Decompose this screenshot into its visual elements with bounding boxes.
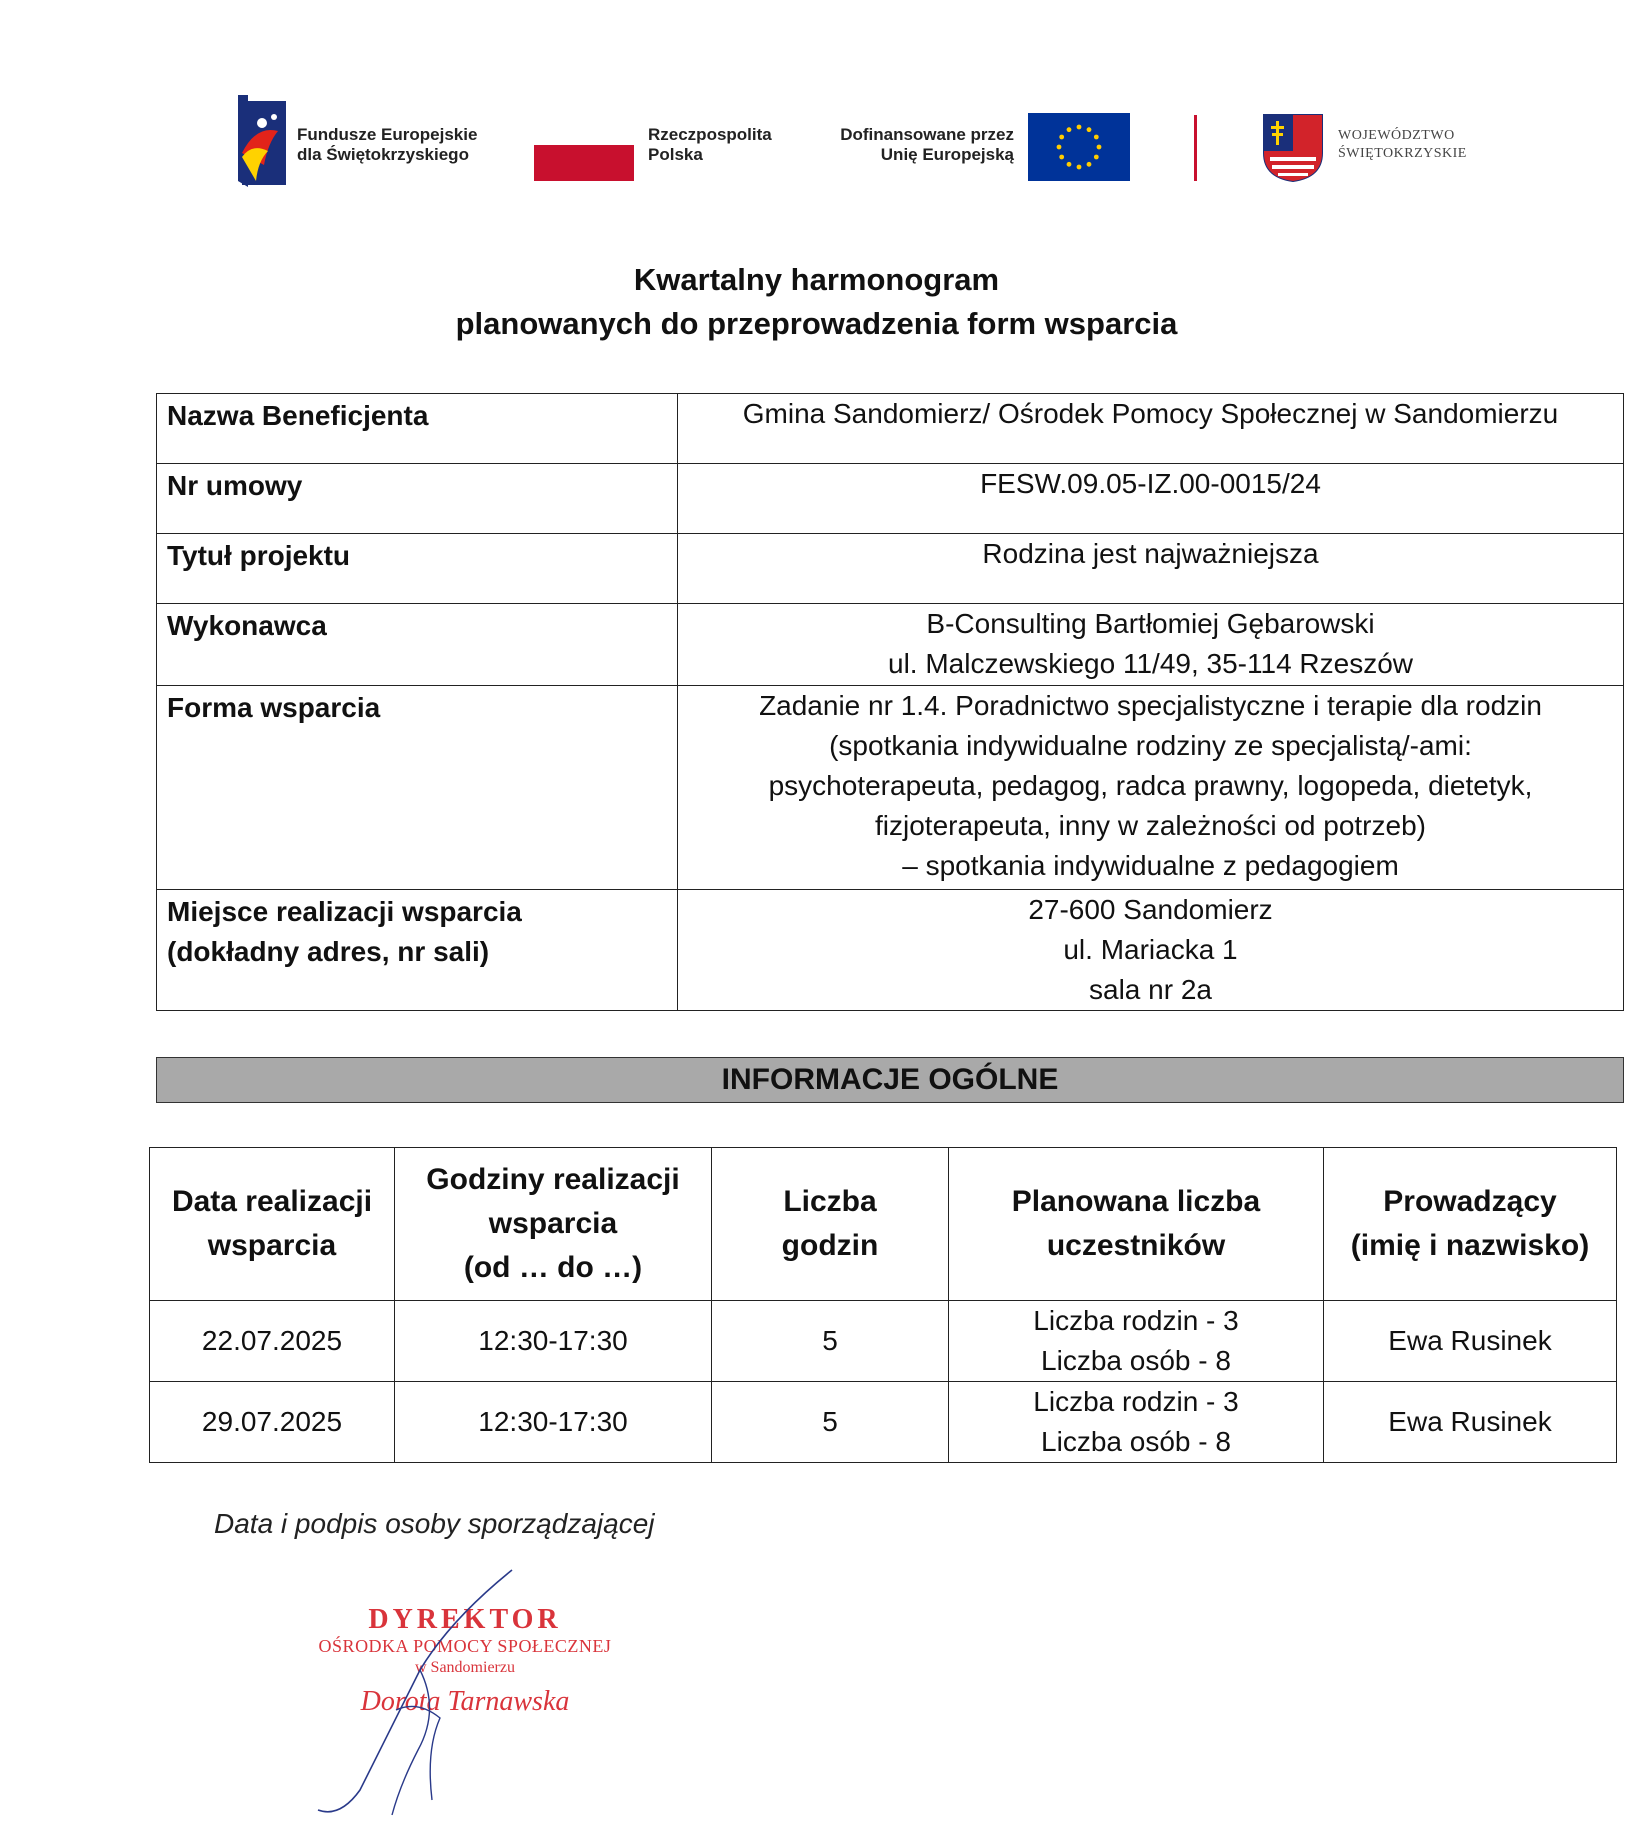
row-participants [949,1382,1324,1463]
page-title [0,258,1633,346]
stamp-line1: DYREKTOR [368,1604,562,1635]
umowa-row [157,464,1624,534]
eu-star-icon [1087,127,1092,132]
fe-text-line1: Fundusze Europejskie [297,125,478,144]
header-hours [395,1148,712,1301]
header-hours-line3: (od … do …) [463,1251,643,1284]
header-leader-line1: Prowadzący [1383,1185,1557,1218]
eu-star-icon [1057,145,1062,150]
forma-value-line1: Zadanie nr 1.4. Poradnictwo specjalistyczne i terapie dla rodzin [759,690,1542,721]
row-participants-families: Liczba rodzin - 3 [1033,1386,1239,1417]
stamp-line3: w Sandomierzu [415,1659,515,1676]
eu-funding-text [822,125,1014,165]
forma-value-line5: – spotkania indywidualne z pedagogiem [902,850,1399,881]
wykonawca-label: Wykonawca [157,604,678,686]
forma-value-line4: fizjoterapeuta, inny w zależności od potrzeb) [875,810,1426,841]
fundusze-europejskie-logo-icon [234,95,290,187]
header-leader-line2: (imię i nazwisko) [1350,1229,1590,1262]
table-row [150,1382,1617,1463]
header-participants-line1: Planowana liczba [1011,1185,1261,1218]
header-date-line1: Data realizacji [171,1185,373,1218]
swietokrzyskie-coat-of-arms-icon [1262,113,1324,183]
row-participants [949,1301,1324,1382]
row-hours: 12:30-17:30 [395,1301,712,1382]
header-date [150,1148,395,1301]
header-leader [1324,1148,1617,1301]
miejsce-value-line3: sala nr 2a [1089,974,1212,1005]
header-date-line2: wsparcia [207,1229,337,1262]
row-date: 29.07.2025 [150,1382,395,1463]
title-line1: Kwartalny harmonogram [633,262,1000,297]
eu-star-icon [1077,165,1082,170]
eu-star-icon [1067,162,1072,167]
rzeczpospolita-text [648,125,772,165]
eu-text-line2: Unię Europejską [880,145,1014,164]
header-participants [949,1148,1324,1301]
logo-bar [0,95,1633,195]
beneficjent-value: Gmina Sandomierz/ Ośrodek Pomocy Społecznej w Sandomierzu [678,394,1624,464]
eu-star-icon [1059,155,1064,160]
eu-star-icon [1059,135,1064,140]
project-info-table [156,393,1624,1011]
signature-caption: Data i podpis osoby sporządzającej [214,1508,655,1539]
forma-value-line3: psychoterapeuta, pedagog, radca prawny, logopeda, dietetyk, [768,770,1533,801]
row-count: 5 [712,1301,949,1382]
eu-star-icon [1094,155,1099,160]
logo-divider [1194,115,1197,181]
schedule-header-row [150,1148,1617,1301]
row-participants-persons: Liczba osób - 8 [1041,1345,1231,1376]
eu-star-icon [1094,135,1099,140]
umowa-value: FESW.09.05-IZ.00-0015/24 [678,464,1624,534]
header-count-line1: Liczba [783,1185,877,1218]
eu-star-icon [1097,145,1102,150]
row-date: 22.07.2025 [150,1301,395,1382]
forma-value-line2: (spotkania indywidualne rodziny ze specjalistą/-ami: [829,730,1472,761]
eu-text-line1: Dofinansowane przez [840,125,1014,144]
title-line2: planowanych do przeprowadzenia form wsparcia [455,306,1178,341]
tytul-value: Rodzina jest najważniejsza [678,534,1624,604]
row-participants-persons: Liczba osób - 8 [1041,1426,1231,1457]
woj-text-line2: ŚWIĘTOKRZYSKIE [1338,146,1467,161]
schedule-table [149,1147,1617,1463]
beneficjent-row [157,394,1624,464]
header-participants-line2: uczestników [1046,1229,1226,1262]
miejsce-row [157,890,1624,1011]
rp-text-line1: Rzeczpospolita [648,125,772,144]
stamp-line2: OŚRODKA POMOCY SPOŁECZNEJ [318,1636,612,1656]
miejsce-label-line1: Miejsce realizacji wsparcia [167,896,522,927]
tytul-label: Tytuł projektu [157,534,678,604]
table-row [150,1301,1617,1382]
eu-star-icon [1077,125,1082,130]
fundusze-europejskie-text [297,125,477,165]
row-leader: Ewa Rusinek [1324,1382,1617,1463]
header-hours-line1: Godziny realizacji [426,1163,680,1196]
row-hours: 12:30-17:30 [395,1382,712,1463]
header-count-line2: godzin [781,1229,879,1262]
wykonawca-row [157,604,1624,686]
forma-value [678,686,1624,890]
miejsce-value [678,890,1624,1011]
section-header-informacje-ogolne: INFORMACJE OGÓLNE [156,1057,1624,1103]
wojewodztwo-text [1338,127,1467,163]
wykonawca-value-line2: ul. Malczewskiego 11/49, 35-114 Rzeszów [888,648,1413,679]
rp-text-line2: Polska [648,145,703,164]
handwritten-signature-icon [300,1560,560,1820]
miejsce-value-line1: 27-600 Sandomierz [1028,894,1273,925]
miejsce-label [157,890,678,1011]
miejsce-value-line2: ul. Mariacka 1 [1063,934,1238,965]
tytul-row [157,534,1624,604]
forma-label: Forma wsparcia [157,686,678,890]
woj-text-line1: WOJEWÓDZTWO [1338,128,1455,143]
beneficjent-label: Nazwa Beneficjenta [157,394,678,464]
fe-text-line2: dla Świętokrzyskiego [297,145,469,164]
eu-flag-icon [1028,113,1130,181]
polish-flag-icon [534,145,634,181]
row-count: 5 [712,1382,949,1463]
header-count [712,1148,949,1301]
wykonawca-value-line1: B-Consulting Bartłomiej Gębarowski [926,608,1375,639]
eu-star-icon [1087,162,1092,167]
row-participants-families: Liczba rodzin - 3 [1033,1305,1239,1336]
row-leader: Ewa Rusinek [1324,1301,1617,1382]
miejsce-label-line2: (dokładny adres, nr sali) [167,936,490,967]
wykonawca-value [678,604,1624,686]
stamp-line4: Dorota Tarnawska [360,1686,570,1717]
forma-row [157,686,1624,890]
header-hours-line2: wsparcia [488,1207,618,1240]
eu-star-icon [1067,127,1072,132]
umowa-label: Nr umowy [157,464,678,534]
